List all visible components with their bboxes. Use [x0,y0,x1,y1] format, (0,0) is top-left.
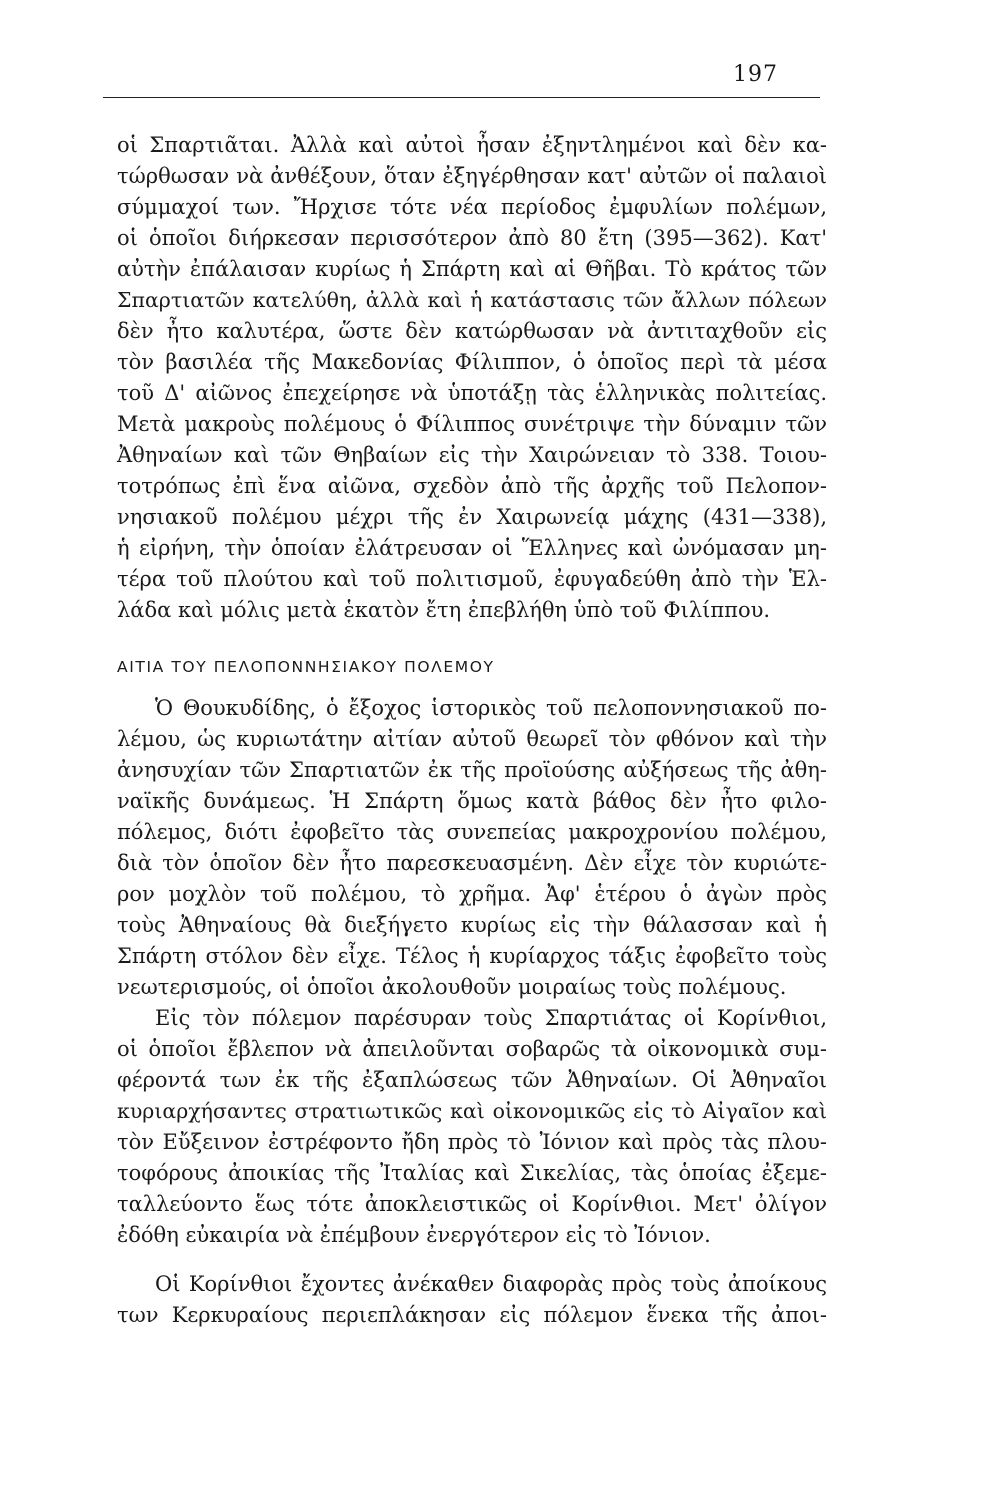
text-line: Σπαρτιατῶν κατελύθη, ἀλλὰ καὶ ἡ κατάστασις τῶν ἄλλων πόλεων [117,288,827,312]
text-line: Ὁ Θουκυδίδης, ὁ ἔξοχος ἱστορικὸς τοῦ πελοποννησιακοῦ πο- [155,696,827,720]
text-line: τὸν Εὔξεινον ἐστρέφοντο ἤδη πρὸς τὸ Ἰόνιον καὶ πρὸς τὰς πλου- [117,1130,827,1154]
text-line: Μετὰ μακροὺς πολέμους ὁ Φίλιππος συνέτριψε τὴν δύναμιν τῶν [117,412,827,436]
text-line: νησιακοῦ πολέμου μέχρι τῆς ἐν Χαιρωνείᾳ μάχης (431—338), [117,505,827,529]
text-line: πόλεμος, διότι ἐφοβεῖτο τὰς συνεπείας μακροχρονίου πολέμου, [117,820,827,844]
text-line: κυριαρχήσαντες στρατιωτικῶς καὶ οἰκονομικῶς εἰς τὸ Αἰγαῖον καὶ [117,1099,827,1123]
text-line: τοῦ Δ' αἰῶνος ἐπεχείρησε νὰ ὑποτάξῃ τὰς ἑλληνικὰς πολιτείας. [117,381,827,405]
text-line: Εἰς τὸν πόλεμον παρέσυραν τοὺς Σπαρτιάτας οἱ Κορίνθιοι, [155,1006,827,1030]
text-line: Οἱ Κορίνθιοι ἔχοντες ἀνέκαθεν διαφορὰς πρὸς τοὺς ἀποίκους [155,1272,827,1296]
text-line: ἡ εἰρήνη, τὴν ὁποίαν ἐλάτρευσαν οἱ Ἕλληνες καὶ ὠνόμασαν μη- [117,536,827,560]
text-line: τέρα τοῦ πλούτου καὶ τοῦ πολιτισμοῦ, ἐφυγαδεύθη ἀπὸ τὴν Ἑλ- [117,567,827,591]
text-line: διὰ τὸν ὁποῖον δὲν ἦτο παρεσκευασμένη. Δὲν εἶχε τὸν κυριώτε- [117,851,827,875]
text-line: οἱ ὁποῖοι διήρκεσαν περισσότερον ἀπὸ 80 ἔτη (395—362). Κατ' [117,226,827,250]
text-line: λέμου, ὡς κυριωτάτην αἰτίαν αὐτοῦ θεωρεῖ τὸν φθόνον καὶ τὴν [117,727,827,751]
text-line: ἀνησυχίαν τῶν Σπαρτιατῶν ἐκ τῆς προϊούσης αὐξήσεως τῆς ἀθη- [117,758,827,782]
text-line: ἐδόθη εὐκαιρία νὰ ἐπέμβουν ἐνεργότερον εἰς τὸ Ἰόνιον. [117,1223,711,1247]
text-line: οἱ ὁποῖοι ἔβλεπον νὰ ἀπειλοῦνται σοβαρῶς τὰ οἰκονομικὰ συμ- [117,1037,827,1061]
text-line: ταλλεύοντο ἕως τότε ἀποκλειστικῶς οἱ Κορίνθιοι. Μετ' ὀλίγον [117,1192,827,1216]
text-line: σύμμαχοί των. Ἤρχισε τότε νέα περίοδος ἐμφυλίων πολέμων, [117,195,827,219]
text-line: δὲν ἦτο καλυτέρα, ὥστε δὲν κατώρθωσαν νὰ ἀντιταχθοῦν εἰς [117,319,827,343]
text-line: ναϊκῆς δυνάμεως. Ἡ Σπάρτη ὅμως κατὰ βάθος δὲν ἦτο φιλο- [117,789,827,813]
text-line: Ἀθηναίων καὶ τῶν Θηβαίων εἰς τὴν Χαιρώνειαν τὸ 338. Τοιου- [117,443,827,467]
text-line: Σπάρτη στόλον δὲν εἶχε. Τέλος ἡ κυρίαρχος τάξις ἐφοβεῖτο τοὺς [117,944,827,968]
text-line: τοὺς Ἀθηναίους θὰ διεξήγετο κυρίως εἰς τὴν θάλασσαν καὶ ἡ [117,913,827,937]
text-line: αὐτὴν ἐπάλαισαν κυρίως ἡ Σπάρτη καὶ αἱ Θῆβαι. Τὸ κράτος τῶν [117,257,827,281]
text-line: τώρθωσαν νὰ ἀνθέξουν, ὅταν ἐξηγέρθησαν κατ' αὐτῶν οἱ παλαιοὶ [117,164,827,188]
header-rule [103,97,820,98]
text-line: οἱ Σπαρτιᾶται. Ἀλλὰ καὶ αὐτοὶ ἦσαν ἐξηντλημένοι καὶ δὲν κα- [117,133,827,157]
text-line: των Κερκυραίους περιεπλάκησαν εἰς πόλεμον ἕνεκα τῆς ἀποι- [117,1303,827,1327]
text-line: λάδα καὶ μόλις μετὰ ἑκατὸν ἔτη ἐπεβλήθη ὑπὸ τοῦ Φιλίππου. [117,598,771,622]
text-line: ρον μοχλὸν τοῦ πολέμου, τὸ χρῆμα. Ἀφ' ἑτέρου ὁ ἀγὼν πρὸς [117,882,827,906]
text-line: τοφόρους ἀποικίας τῆς Ἰταλίας καὶ Σικελίας, τὰς ὁποίας ἐξεμε- [117,1161,827,1185]
section-heading: ΑΙΤΙΑ ΤΟΥ ΠΕΛΟΠΟΝΝΗΣΙΑΚΟΥ ΠΟΛΕΜΟΥ [117,658,495,676]
text-line: φέροντά των ἐκ τῆς ἐξαπλώσεως τῶν Ἀθηναίων. Οἱ Ἀθηναῖοι [117,1068,827,1092]
text-line: τὸν βασιλέα τῆς Μακεδονίας Φίλιππον, ὁ ὁποῖος περὶ τὰ μέσα [117,350,827,374]
text-line: νεωτερισμούς, οἱ ὁποῖοι ἀκολουθοῦν μοιραίως τοὺς πολέμους. [117,975,787,999]
text-line: τοτρόπως ἐπὶ ἕνα αἰῶνα, σχεδὸν ἀπὸ τῆς ἀρχῆς τοῦ Πελοπον- [117,474,827,498]
page-number: 197 [733,62,778,87]
